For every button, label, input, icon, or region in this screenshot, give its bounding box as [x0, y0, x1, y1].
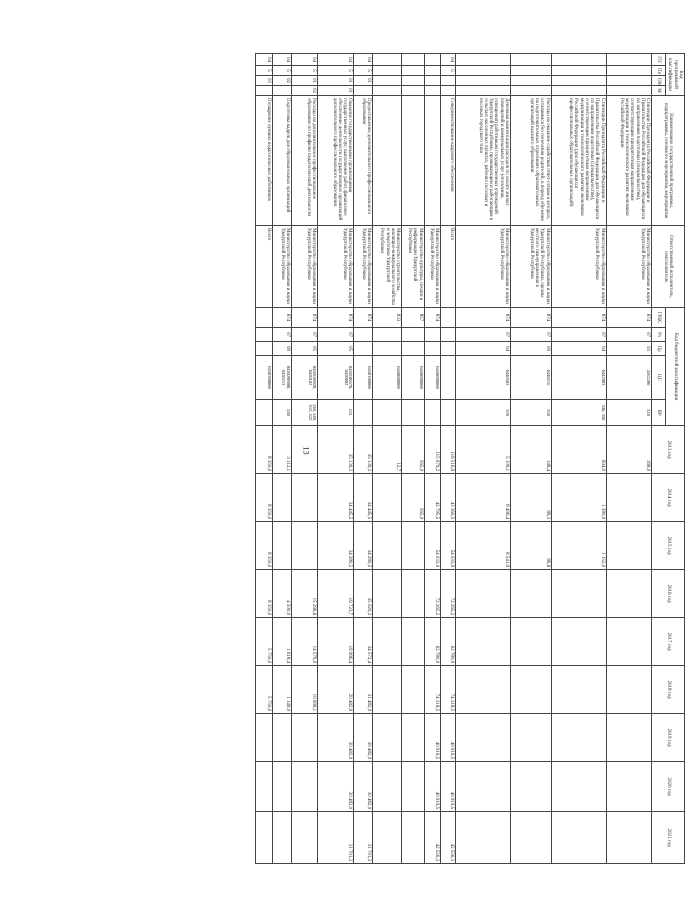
cell-name: Стипендии Президента Российской Федерации и Правительства Российской Федерации для обучающихся по направлениям подготовки (специальностям), соответствующим приоритетным направлениям модернизации и технологического развития экономики Российской Федерации [606, 96, 652, 226]
cell-name [373, 96, 402, 226]
cell-exec: Министерство образования и науки Удмуртской Республики [424, 226, 441, 308]
table-row [354, 54, 373, 864]
cell-grbs: 833 [373, 308, 402, 328]
cell-m [272, 86, 291, 96]
cell-cs: 0440216 [510, 356, 551, 400]
cell-rz [441, 328, 455, 342]
cell-value [455, 714, 510, 762]
cell-value [551, 570, 606, 618]
cell-exec: Министерство образования и науки Удмуртской Республики [318, 226, 354, 308]
executor-header: Ответственный исполнитель, соисполнитель [652, 226, 685, 308]
cell-vr [256, 400, 273, 426]
cell-cs: 0450000000 [402, 356, 424, 400]
cell-grbs: 874 [606, 308, 652, 328]
cell-rz: 07 [318, 328, 354, 342]
cell-value: 8 541,9 [455, 522, 510, 570]
cell-value: 5 750,0 [256, 666, 273, 714]
budget-code-header: ВР [652, 400, 666, 426]
cell-value: 20 482,9 [318, 666, 354, 714]
cell-exec: Всего [441, 226, 455, 308]
cell-value [373, 618, 402, 666]
cell-gp [373, 54, 402, 66]
table-row [402, 54, 424, 864]
cell-rz: 07 [272, 328, 291, 342]
cell-value: 34 445,5 [354, 474, 373, 522]
cell-gp [402, 54, 424, 66]
cell-om: 01 [354, 76, 373, 86]
cell-gp: 04 [354, 54, 373, 66]
cell-name: Стипендии Президента Российской Федерации и Правительства Российской Федерации для обучающихся по направлениям подготовки (специальностям), соответствующим приоритетным направлениям модернизации и технологического развития экономики Российской Федерации (для обучающихся профессиональных образовательных организаций) [551, 96, 606, 226]
cell-pr: 05 [318, 342, 354, 356]
table-row [441, 54, 455, 864]
cell-name: Подготовка кадров для образовательных организаций [272, 96, 291, 226]
cell-value: 40 919,5 [441, 762, 455, 812]
cell-gp: 04 [292, 54, 318, 66]
cell-vr [424, 400, 441, 426]
cell-m [441, 86, 455, 96]
cell-value: 5 750,0 [256, 618, 273, 666]
cell-value [510, 618, 551, 666]
cell-om: 03 [256, 76, 273, 86]
cell-pp: 5 [272, 66, 291, 76]
cell-value: 168,0 [606, 426, 652, 474]
budget-code-header: ГРБС [652, 308, 666, 328]
cell-value [256, 714, 273, 762]
cell-cs: 0450000000 [373, 356, 402, 400]
budget-table [255, 53, 685, 864]
cell-pp [373, 66, 402, 76]
cell-grbs: 857 [402, 308, 424, 328]
cell-vr: 621 [318, 400, 354, 426]
cell-name: Расходы на дополнительное профессиональное образование по профилю педагогической деятельности [292, 96, 318, 226]
cell-value: 14 576,0 [292, 618, 318, 666]
cell-vr: 240 [272, 400, 291, 426]
table-row [606, 54, 652, 864]
cell-value: 12,7 [373, 426, 402, 474]
cell-om [510, 76, 551, 86]
cell-name: Денежная компенсация расходов по оплате жилых помещений и коммунальных услуг (отопления, освещения) работникам государственных учреждений Удмуртской Республики, проживающим и работающим в сельских населенных пунктах, рабочих поселках и поселках городского типа [455, 96, 510, 226]
cell-value: 31 482,0 [354, 666, 373, 714]
cell-pp [606, 66, 652, 76]
cell-rz [373, 328, 402, 342]
cell-value: 35 139,3 [318, 426, 354, 474]
cell-value: 15 296,6 [292, 570, 318, 618]
budget-code-header: Рз [652, 328, 666, 342]
cell-value [455, 812, 510, 864]
cell-om: 01 [292, 76, 318, 86]
cell-cs: 0450100000 [354, 356, 373, 400]
cell-value [606, 666, 652, 714]
cell-vr [373, 400, 402, 426]
cell-exec: Министерство образования и науки Удмуртской Республики [455, 226, 510, 308]
cell-grbs: 874 [292, 308, 318, 328]
cell-value [402, 570, 424, 618]
table-row [551, 54, 606, 864]
cell-pr: 04 [551, 342, 606, 356]
cell-exec: Министерство образования и науки Удмуртской Республики, органы местного самоуправления в Удмуртской Республике [510, 226, 551, 308]
cell-value [292, 426, 318, 474]
cell-cs: 0450000000 [424, 356, 441, 400]
cell-grbs: 874 [551, 308, 606, 328]
cell-value: 62 780,0 [441, 618, 455, 666]
cell-gp [424, 54, 441, 66]
cell-value: 74 318,5 [441, 666, 455, 714]
cell-pp [510, 66, 551, 76]
cell-value [272, 474, 291, 522]
cell-value [606, 570, 652, 618]
year-header: 2019 год [652, 714, 685, 762]
cell-vr: 340, 350 [551, 400, 606, 426]
cell-value: 72 265,2 [424, 570, 441, 618]
cell-value: 42 556,3 [424, 812, 441, 864]
cell-pp: 5 [256, 66, 273, 76]
cell-value [402, 666, 424, 714]
cell-value [373, 474, 402, 522]
page-number: 13 [301, 446, 311, 455]
cell-value [510, 714, 551, 762]
cell-value: 74 318,5 [424, 666, 441, 714]
cell-pr [373, 342, 402, 356]
cell-pr: 09 [510, 342, 551, 356]
cell-value: 40 919,5 [424, 762, 441, 812]
table-row [455, 54, 510, 864]
cell-value: 8 350,0 [256, 570, 273, 618]
cell-exec: Министерство строительства, жилищно-коммунального хозяйства и энергетики Удмуртской Республики [373, 226, 402, 308]
cell-value: 62 780,0 [424, 618, 441, 666]
cell-value: 1 149,0 [272, 666, 291, 714]
cell-om [441, 76, 455, 86]
year-header: 2015 год [652, 522, 685, 570]
cell-value: 1 152,0 [551, 522, 606, 570]
cell-value: 35 020,3 [354, 570, 373, 618]
cell-cs [441, 356, 455, 400]
sub-code-header: Пп [652, 66, 666, 76]
cell-value [551, 762, 606, 812]
cell-value [272, 714, 291, 762]
table-row [292, 54, 318, 864]
cell-value [510, 762, 551, 812]
cell-exec: Министерство образования и науки Удмуртской Республики [292, 226, 318, 308]
cell-value: 1 380,0 [551, 474, 606, 522]
cell-m: 01 [318, 86, 354, 96]
cell-m [373, 86, 402, 96]
cell-pr [402, 342, 424, 356]
cell-value: 30 482,0 [318, 762, 354, 812]
cell-value: 34 572,4 [354, 618, 373, 666]
cell-value: 8 350,0 [256, 426, 273, 474]
cell-value [510, 570, 551, 618]
cell-value: 148,4 [510, 426, 551, 474]
cell-value [373, 522, 402, 570]
cell-value [272, 762, 291, 812]
cell-value [402, 522, 424, 570]
cell-m [606, 86, 652, 96]
cell-name: Совершенствование кадрового обеспечения [441, 96, 455, 226]
cell-value: 116 516,9 [441, 426, 455, 474]
cell-pp: 5 [354, 66, 373, 76]
cell-value: 89,3 [510, 474, 551, 522]
cell-value [402, 618, 424, 666]
cell-value [510, 666, 551, 714]
cell-pr: 09 [272, 342, 291, 356]
cell-vr: 310 [606, 400, 652, 426]
cell-grbs: 874 [272, 308, 291, 328]
cell-om [424, 76, 441, 86]
cell-value [292, 522, 318, 570]
cell-rz: 07 [551, 328, 606, 342]
cell-gp [606, 54, 652, 66]
cell-pp [424, 66, 441, 76]
cell-rz: 07 [455, 328, 510, 342]
budget-class-header: Код бюджетной классификации [666, 308, 685, 426]
cell-m [551, 86, 606, 96]
cell-value [292, 812, 318, 864]
budget-table-container [255, 53, 685, 863]
cell-exec: Министерство культуры, печати и информации Удмуртской Республики [402, 226, 424, 308]
cell-cs: 0450100570, 0450082 [318, 356, 354, 400]
cell-pr [354, 342, 373, 356]
cell-value [606, 522, 652, 570]
cell-pp: 5 [318, 66, 354, 76]
cell-value [551, 666, 606, 714]
cell-value: 565,0 [402, 426, 424, 474]
cell-value: 31 701,3 [354, 812, 373, 864]
cell-value: 34 280,5 [354, 522, 373, 570]
cell-grbs: 874 [424, 308, 441, 328]
cell-pr: 03 [606, 342, 652, 356]
year-header: 2014 год [652, 474, 685, 522]
cell-om [373, 76, 402, 86]
cell-value: 72 265,2 [441, 570, 455, 618]
table-row [272, 54, 291, 864]
cell-cs: 0442803 [551, 356, 606, 400]
cell-grbs: 874 [510, 308, 551, 328]
cell-value: 42 795,5 [424, 474, 441, 522]
cell-value [455, 618, 510, 666]
cell-pr: 05 [292, 342, 318, 356]
cell-value: 42 556,3 [441, 812, 455, 864]
cell-value [373, 570, 402, 618]
cell-value: 5 109,1 [455, 426, 510, 474]
cell-rz [354, 328, 373, 342]
cell-name: Оказание государственными организациями государственных услуг, выполнение работ, финансовое обеспечение деятельности государственных организаций дополнительного профессионального образования [318, 96, 354, 226]
cell-rz [424, 328, 441, 342]
cell-value: 8 350,0 [256, 522, 273, 570]
cell-pr [424, 342, 441, 356]
cell-gp [551, 54, 606, 66]
cell-grbs: 874 [354, 308, 373, 328]
cell-vr [402, 400, 424, 426]
cell-exec: Министерство образования и науки Удмуртской Республики [551, 226, 606, 308]
cell-value [551, 714, 606, 762]
cell-value [402, 762, 424, 812]
cell-value: 43 360,5 [441, 474, 455, 522]
cell-value [292, 474, 318, 522]
cell-value: 3 112,1 [272, 426, 291, 474]
cell-rz: 07 [606, 328, 652, 342]
cell-cs: 4362200 [606, 356, 652, 400]
cell-pp [551, 66, 606, 76]
cell-value: 10 999,1 [292, 666, 318, 714]
cell-value [256, 762, 273, 812]
cell-pp [402, 66, 424, 76]
cell-pr: 04 [455, 342, 510, 356]
cell-name [402, 96, 424, 226]
cell-value [272, 812, 291, 864]
cell-m [455, 86, 510, 96]
program-name-header: Наименование государственной программы, подпрограммы, основного мероприятия, мероприятия [652, 96, 685, 226]
cell-value: 30 482,0 [354, 762, 373, 812]
cell-gp: 04 [256, 54, 273, 66]
cell-value [510, 812, 551, 864]
cell-rz: 07 [510, 328, 551, 342]
cell-vr: 240, 540, 612, 622 [292, 400, 318, 426]
cell-gp: 04 [441, 54, 455, 66]
cell-value: 40 919,5 [441, 714, 455, 762]
cell-om [402, 76, 424, 86]
cell-name: Предоставление дополнительного профессионального образования [354, 96, 373, 226]
cell-value [551, 812, 606, 864]
cell-gp: 04 [272, 54, 291, 66]
cell-value: 565,0 [402, 474, 424, 522]
cell-vr: 320 [510, 400, 551, 426]
cell-exec: Министерство образования и науки Удмуртской Республики [354, 226, 373, 308]
sub-code-header: М [652, 86, 666, 96]
table-row [424, 54, 441, 864]
cell-value [292, 762, 318, 812]
cell-value [606, 618, 652, 666]
cell-grbs [441, 308, 455, 328]
cell-value [606, 812, 652, 864]
year-header: 2017 год [652, 618, 685, 666]
cell-exec: Министерство образования и науки Удмуртской Республики [272, 226, 291, 308]
cell-rz [256, 328, 273, 342]
cell-value [256, 812, 273, 864]
cell-name: Поощрение лучших педагогических работников [256, 96, 273, 226]
table-row [510, 54, 551, 864]
cell-value [455, 666, 510, 714]
cell-cs: 0450300000 [256, 356, 273, 400]
cell-gp [510, 54, 551, 66]
cell-value: 30 482,0 [318, 714, 354, 762]
cell-value: 35 139,3 [354, 426, 373, 474]
cell-value [272, 522, 291, 570]
cell-pp: 5 [292, 66, 318, 76]
cell-m [256, 86, 273, 96]
cell-rz [402, 328, 424, 342]
cell-vr [441, 400, 455, 426]
cell-rz: 07 [292, 328, 318, 342]
table-row [318, 54, 354, 864]
cell-value [551, 618, 606, 666]
year-header: 2016 год [652, 570, 685, 618]
cell-value: 1 618,4 [272, 618, 291, 666]
cell-value: 604,0 [551, 426, 606, 474]
cell-om: 02 [272, 76, 291, 86]
cell-pr [441, 342, 455, 356]
cell-om [606, 76, 652, 86]
cell-name: Расходы на оказание содействия ответ-сеткам в которых, оставшимся без попечения родителей, в период обучения на подготовительных отделениях образовательных организаций высшего образования [510, 96, 551, 226]
cell-value [606, 762, 652, 812]
program-code-header: Код программной классификации [666, 54, 685, 96]
cell-value [373, 714, 402, 762]
year-header: 2021 год [652, 812, 685, 864]
cell-m [354, 86, 373, 96]
cell-exec: Всего [256, 226, 273, 308]
cell-grbs [256, 308, 273, 328]
cell-pr [256, 342, 273, 356]
cell-value [373, 812, 402, 864]
cell-value: 54 033,0 [441, 522, 455, 570]
cell-grbs: 874 [455, 308, 510, 328]
cell-m [510, 86, 551, 96]
cell-grbs: 874 [318, 308, 354, 328]
year-header: 2018 год [652, 666, 685, 714]
cell-pp: 5 [441, 66, 455, 76]
cell-name [424, 96, 441, 226]
cell-value [402, 812, 424, 864]
cell-value [606, 474, 652, 522]
cell-vr: 320 [455, 400, 510, 426]
cell-value: 4 500,0 [272, 570, 291, 618]
cell-value [455, 762, 510, 812]
cell-value [402, 714, 424, 762]
table-row [256, 54, 273, 864]
cell-gp: 04 [318, 54, 354, 66]
budget-code-header: ЦС [652, 356, 666, 400]
cell-value: 8 496,4 [455, 474, 510, 522]
budget-code-header: Пр [652, 342, 666, 356]
cell-exec: Министерство образования и науки Удмуртской Республики [606, 226, 652, 308]
cell-value [292, 714, 318, 762]
cell-value: 54 033,0 [424, 522, 441, 570]
cell-vr [354, 400, 373, 426]
year-header: 2013 год [652, 426, 685, 474]
cell-value: 115 979,2 [424, 426, 441, 474]
cell-cs: 0450160820, 0450182 [292, 356, 318, 400]
cell-value: 8 350,0 [256, 474, 273, 522]
cell-value: 30 482,0 [354, 714, 373, 762]
sub-code-header: ОМ [652, 76, 666, 86]
year-header: 2020 год [652, 762, 685, 812]
cell-value [373, 762, 402, 812]
cell-value [373, 666, 402, 714]
cell-om: 01 [318, 76, 354, 86]
cell-value: 31 701,3 [318, 812, 354, 864]
table-row [373, 54, 402, 864]
cell-value [455, 570, 510, 618]
cell-om [455, 76, 510, 86]
cell-value: 19 723,7 [318, 570, 354, 618]
cell-cs: 0450200000, 0450213 [272, 356, 291, 400]
cell-m: 02 [292, 86, 318, 96]
cell-pp [455, 66, 510, 76]
cell-m [402, 86, 424, 96]
cell-value: 19 996,4 [318, 618, 354, 666]
cell-value: 34 445,5 [318, 474, 354, 522]
cell-cs: 0440582 [455, 356, 510, 400]
cell-om [551, 76, 606, 86]
sub-code-header: ГП [652, 54, 666, 66]
cell-value: 86,8 [510, 522, 551, 570]
cell-gp [455, 54, 510, 66]
cell-value: 40 919,5 [424, 714, 441, 762]
cell-value [606, 714, 652, 762]
cell-m [424, 86, 441, 96]
table-body [256, 54, 652, 864]
cell-value: 34 280,5 [318, 522, 354, 570]
